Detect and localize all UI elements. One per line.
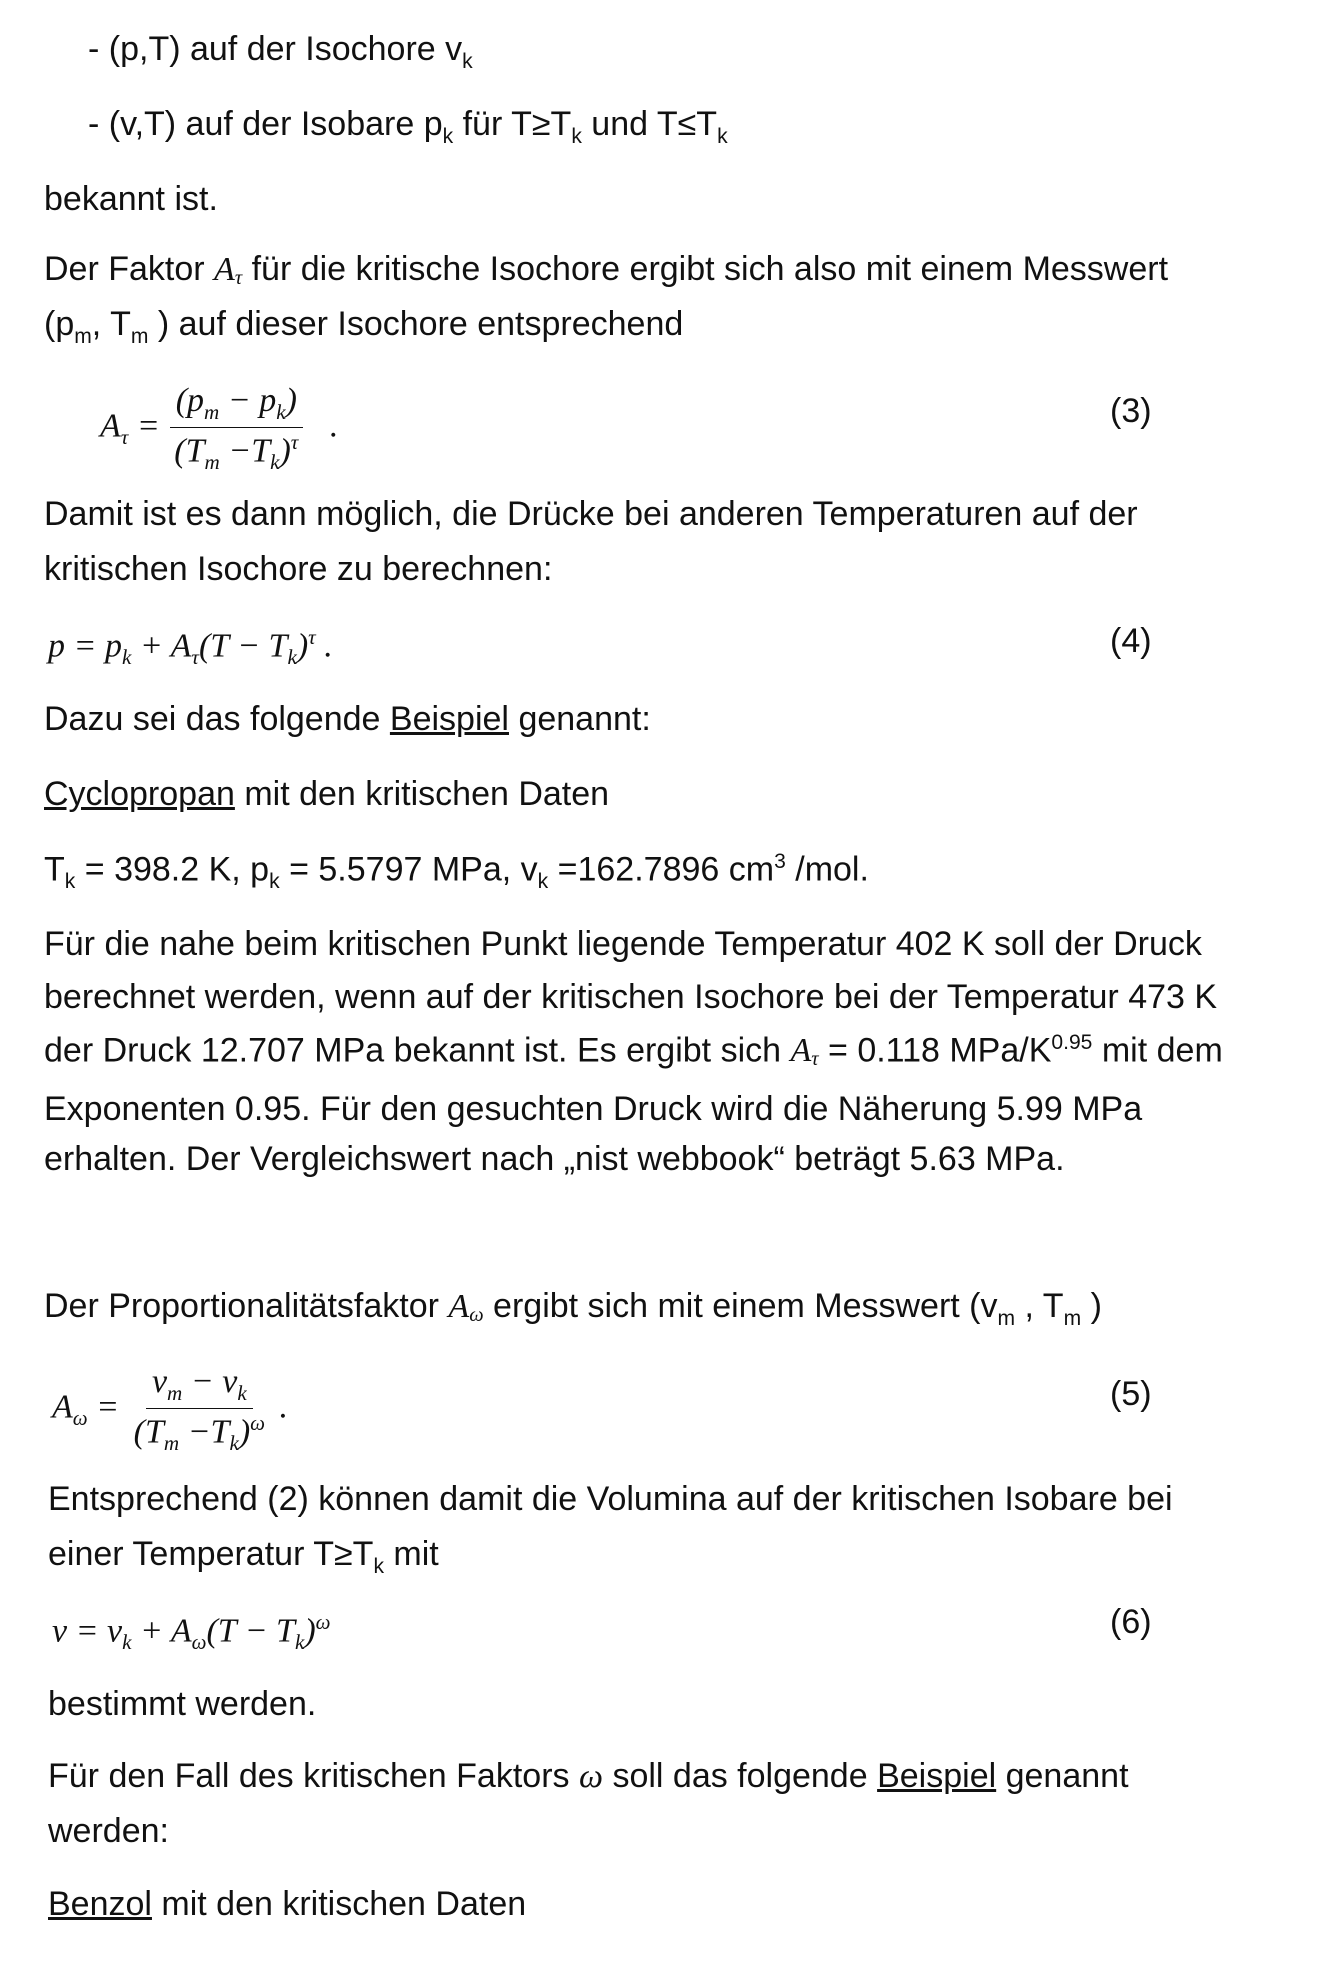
paragraph-benzol: Benzol mit den kritischen Daten	[48, 1885, 527, 1923]
subscript: k	[571, 124, 582, 148]
text: für die kritische Isochore ergibt sich also mit einem Messwert	[251, 250, 1169, 288]
equation-number-6: (6)	[1110, 1603, 1152, 1641]
symbol-a-omega: Aω	[448, 1288, 484, 1326]
underlined-benzol: Benzol	[48, 1885, 152, 1923]
paragraph-entsprechend-line1: Entsprechend (2) können damit die Volumina auf der kritischen Isobare bei	[48, 1480, 1173, 1518]
equation-number-5: (5)	[1110, 1375, 1152, 1413]
subscript: τ	[120, 425, 129, 450]
paragraph-entsprechend-line2: einer Temperatur $T\ge T_k$ mit	[48, 1535, 439, 1578]
fraction	[128, 1363, 271, 1456]
paragraph-fuer-line1: Für die nahe beim kritischen Punkt liegende Temperatur 402 K soll der Druck	[44, 925, 1202, 963]
paragraph-faktor-line2	[44, 305, 683, 349]
equation-number-3: (3)	[1110, 392, 1152, 430]
paragraph-bekannt: bekannt ist.	[44, 180, 218, 218]
numerator: $(p_m - p_k)$	[170, 382, 303, 428]
bullet-text: - (v,T) auf der Isobare p	[88, 105, 443, 143]
subscript: m	[74, 324, 92, 348]
bullet-text: für T≥T	[453, 105, 572, 143]
paragraph-cyclopropan: Cyclopropan mit den kritischen Daten	[44, 775, 610, 813]
bullet-text: - (p,T) auf der Isochore v	[88, 30, 463, 68]
paragraph-fall-line1: Für den Fall des kritischen Faktors ω soll das folgende Beispiel genannt	[48, 1757, 1129, 1795]
bullet-text: und T≤T	[581, 105, 718, 143]
paragraph-damit-line1: Damit ist es dann möglich, die Drücke bei anderen Temperaturen auf der	[44, 495, 1138, 533]
subscript: k	[717, 124, 728, 148]
bullet-isobare	[88, 105, 728, 149]
text: (p	[44, 305, 75, 343]
equation-6: $v = v_k + A_\omega(T - T_k)^\omega$	[52, 1610, 331, 1655]
text: ) auf dieser Isochore entsprechend	[148, 305, 684, 343]
underlined-beispiel: Beispiel	[389, 700, 509, 738]
numerator: $v_m - v_k$	[146, 1363, 253, 1409]
symbol-a-tau: Aτ	[214, 251, 243, 289]
equation-3: $A_\tau$ = $\frac{(p_m - p_k)}{(T_m -T_k)^\tau}$ .	[100, 382, 339, 474]
paragraph-fuer-line3: der Druck 12.707 MPa bekannt ist. Es ergibt sich Aτ = 0.118 MPa/$K^{0.95}$ mit dem	[44, 1031, 1223, 1071]
paragraph-dazu: Dazu sei das folgende Beispiel genannt:	[44, 700, 651, 738]
paragraph-faktor-line1	[44, 250, 1168, 290]
denominator: $(T_m -T_k)^\omega$	[133, 1410, 266, 1455]
paragraph-fuer-line5: erhalten. Der Vergleichswert nach „nist webbook“ beträgt 5.63 MPa.	[44, 1140, 1065, 1178]
equation-number-4: (4)	[1110, 622, 1152, 660]
equation-4: $p = p_k + A_\tau(T - T_k)^\tau$ .	[48, 625, 333, 670]
paragraph-fall-line2: werden:	[48, 1812, 169, 1850]
paragraph-damit-line2: kritischen Isochore zu berechnen:	[44, 550, 553, 588]
equation-5: $A_\omega$ = $\frac{v_m - v_k}{(T_m -T_k)^\omega}$ .	[52, 1363, 289, 1455]
bullet-isochore	[88, 30, 473, 74]
subscript: m	[130, 324, 149, 348]
paragraph-critical-data: $T_k = 398.2$ K, $p_k = 5.5797$ MPa, $v_k =162.7896$ $cm^3$ /mol.	[44, 850, 869, 894]
text: Der Faktor	[44, 250, 205, 288]
fraction	[168, 382, 304, 475]
symbol-a-tau: Aτ	[790, 1032, 819, 1071]
denominator: $(T_m -T_k)^\tau$	[174, 429, 299, 474]
eq-tail: .	[329, 407, 339, 445]
underlined-cyclopropan: Cyclopropan	[44, 775, 235, 813]
subscript: k	[442, 124, 454, 148]
paragraph-proportionalitaet: Der Proportionalitätsfaktor Aω ergibt sich mit einem Messwert ($v_m$ , $T_m$ )	[44, 1287, 1102, 1330]
subscript: k	[462, 49, 473, 73]
text: , T	[91, 305, 131, 343]
underlined-beispiel: Beispiel	[877, 1757, 997, 1795]
eq-lhs: A	[100, 407, 121, 445]
paragraph-fuer-line4: Exponenten 0.95. Für den gesuchten Druck wird die Näherung 5.99 MPa	[44, 1090, 1143, 1128]
paragraph-bestimmt: bestimmt werden.	[48, 1685, 317, 1723]
paragraph-fuer-line2: berechnet werden, wenn auf der kritischen Isochore bei der Temperatur 473 K	[44, 978, 1218, 1016]
symbol-omega: ω	[578, 1758, 603, 1795]
